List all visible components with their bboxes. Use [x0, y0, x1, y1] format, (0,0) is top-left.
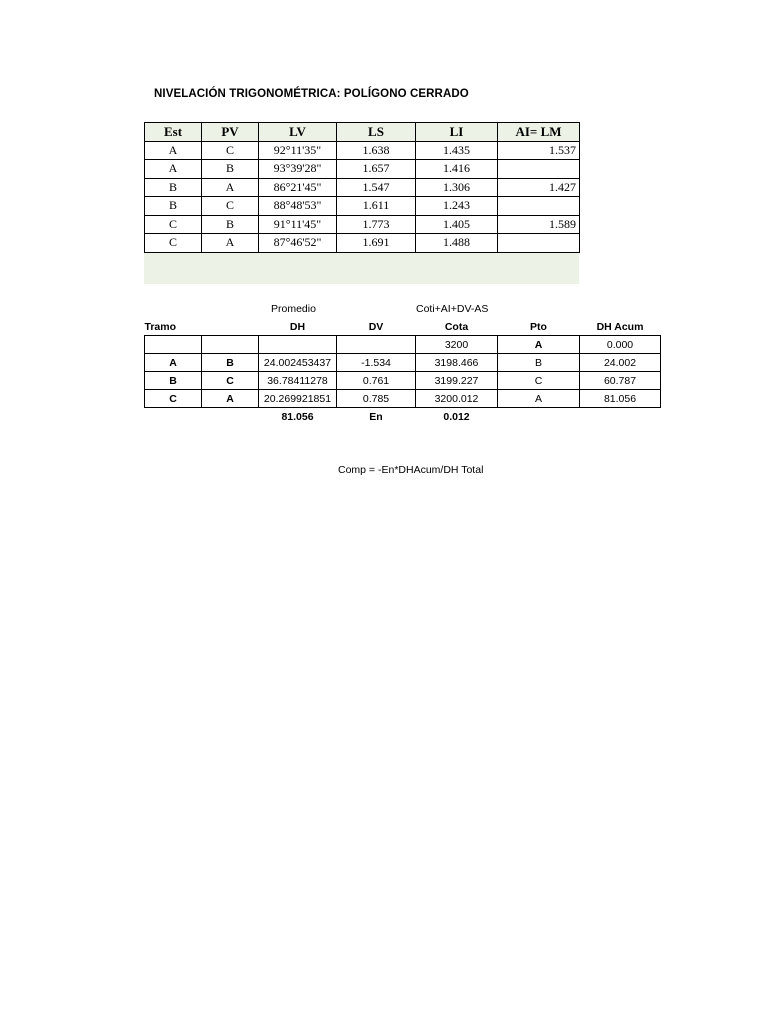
cell-cota: 3198.466: [416, 354, 498, 372]
cell-dh: [259, 336, 337, 354]
table-row: [145, 178, 580, 197]
table-row: [145, 372, 661, 390]
cell-tramo-from: B: [145, 372, 202, 390]
document-title: NIVELACIÓN TRIGONOMÉTRICA: POLÍGONO CERRADO: [154, 88, 469, 100]
header-li: LI: [416, 123, 498, 142]
cell-ls: 1.547: [337, 178, 416, 197]
cell-cota: 3199.227: [416, 372, 498, 390]
cell-dv: 0.761: [337, 372, 416, 390]
cell-ai-lm: [498, 234, 580, 253]
cell-li: 1.416: [416, 160, 498, 179]
compensation-formula: Comp = -En*DHAcum/DH Total: [338, 464, 484, 476]
cell-est: B: [145, 197, 202, 216]
cell-dv: -1.534: [337, 354, 416, 372]
cell-tramo-to: C: [202, 372, 259, 390]
cell-dv: 0.785: [337, 390, 416, 408]
dh-total: 81.056: [281, 410, 314, 423]
table-row: [145, 234, 580, 253]
cell-pv: C: [202, 141, 259, 160]
cell-li: 1.243: [416, 197, 498, 216]
header-ai-lm: AI= LM: [498, 123, 580, 142]
en-value: 0.012: [443, 410, 470, 423]
table1-shaded-band: [144, 253, 579, 284]
cell-pto: B: [498, 354, 580, 372]
header-dv: DV: [368, 320, 384, 333]
cell-lv: 91°11'45": [259, 215, 337, 234]
cell-li: 1.488: [416, 234, 498, 253]
cell-tramo-to: B: [202, 354, 259, 372]
cell-dh: 36.78411278: [259, 372, 337, 390]
cell-ls: 1.611: [337, 197, 416, 216]
cell-ls: 1.773: [337, 215, 416, 234]
cell-cota: 3200: [416, 336, 498, 354]
cell-lv: 88°48'53": [259, 197, 337, 216]
cell-lv: 92°11'35": [259, 141, 337, 160]
cell-dh-acum: 24.002: [580, 354, 661, 372]
cell-pv: B: [202, 160, 259, 179]
table-row: [145, 197, 580, 216]
cell-ai-lm: [498, 197, 580, 216]
cell-pv: A: [202, 178, 259, 197]
cell-li: 1.405: [416, 215, 498, 234]
cell-est: A: [145, 141, 202, 160]
table1-header-row: [145, 123, 580, 142]
header-est: Est: [145, 123, 202, 142]
cell-dv: [337, 336, 416, 354]
totals-row: [145, 408, 661, 426]
cell-est: C: [145, 215, 202, 234]
cell-pv: B: [202, 215, 259, 234]
cell-dh-acum: 0.000: [580, 336, 661, 354]
en-label: En: [369, 410, 383, 423]
table-row: [145, 354, 661, 372]
cell-ls: 1.638: [337, 141, 416, 160]
cell-lv: 87°46'52": [259, 234, 337, 253]
promedio-label: Promedio: [271, 303, 316, 315]
cell-pv: C: [202, 197, 259, 216]
cell-est: C: [145, 234, 202, 253]
observations-table: [144, 122, 580, 253]
cell-lv: 86°21'45": [259, 178, 337, 197]
cell-tramo-from: A: [145, 354, 202, 372]
table-row: [145, 141, 580, 160]
cell-ai-lm: 1.427: [498, 178, 580, 197]
cell-ai-lm: 1.589: [498, 215, 580, 234]
cell-cota: 3200.012: [416, 390, 498, 408]
cell-dh-acum: 60.787: [580, 372, 661, 390]
cell-est: A: [145, 160, 202, 179]
cell-tramo-from: [145, 336, 202, 354]
cell-tramo-to: [202, 336, 259, 354]
table2-header-row: [145, 318, 661, 336]
cell-dh: 20.269921851: [259, 390, 337, 408]
table-row: [145, 390, 661, 408]
table-row: [145, 215, 580, 234]
cell-ls: 1.657: [337, 160, 416, 179]
leveling-results-table: [144, 318, 661, 425]
table-row: [145, 336, 661, 354]
header-tramo: Tramo: [144, 320, 177, 333]
header-pv: PV: [202, 123, 259, 142]
cell-pto: C: [498, 372, 580, 390]
cell-est: B: [145, 178, 202, 197]
cell-lv: 93°39'28": [259, 160, 337, 179]
cell-li: 1.306: [416, 178, 498, 197]
cell-dh: 24.002453437: [259, 354, 337, 372]
table-row: [145, 160, 580, 179]
cell-tramo-to: A: [202, 390, 259, 408]
cell-pv: A: [202, 234, 259, 253]
header-blank: [202, 318, 259, 336]
cell-ls: 1.691: [337, 234, 416, 253]
header-dh-acum: DH Acum: [596, 320, 644, 333]
cell-li: 1.435: [416, 141, 498, 160]
cell-pto: A: [498, 390, 580, 408]
cell-tramo-from: C: [145, 390, 202, 408]
cell-pto: A: [498, 336, 580, 354]
header-ls: LS: [337, 123, 416, 142]
cota-formula-label: Coti+AI+DV-AS: [416, 303, 489, 315]
header-dh: DH: [289, 320, 306, 333]
cell-ai-lm: [498, 160, 580, 179]
header-cota: Cota: [444, 320, 469, 333]
header-pto: Pto: [530, 320, 547, 333]
cell-ai-lm: 1.537: [498, 141, 580, 160]
cell-dh-acum: 81.056: [580, 390, 661, 408]
header-lv: LV: [259, 123, 337, 142]
